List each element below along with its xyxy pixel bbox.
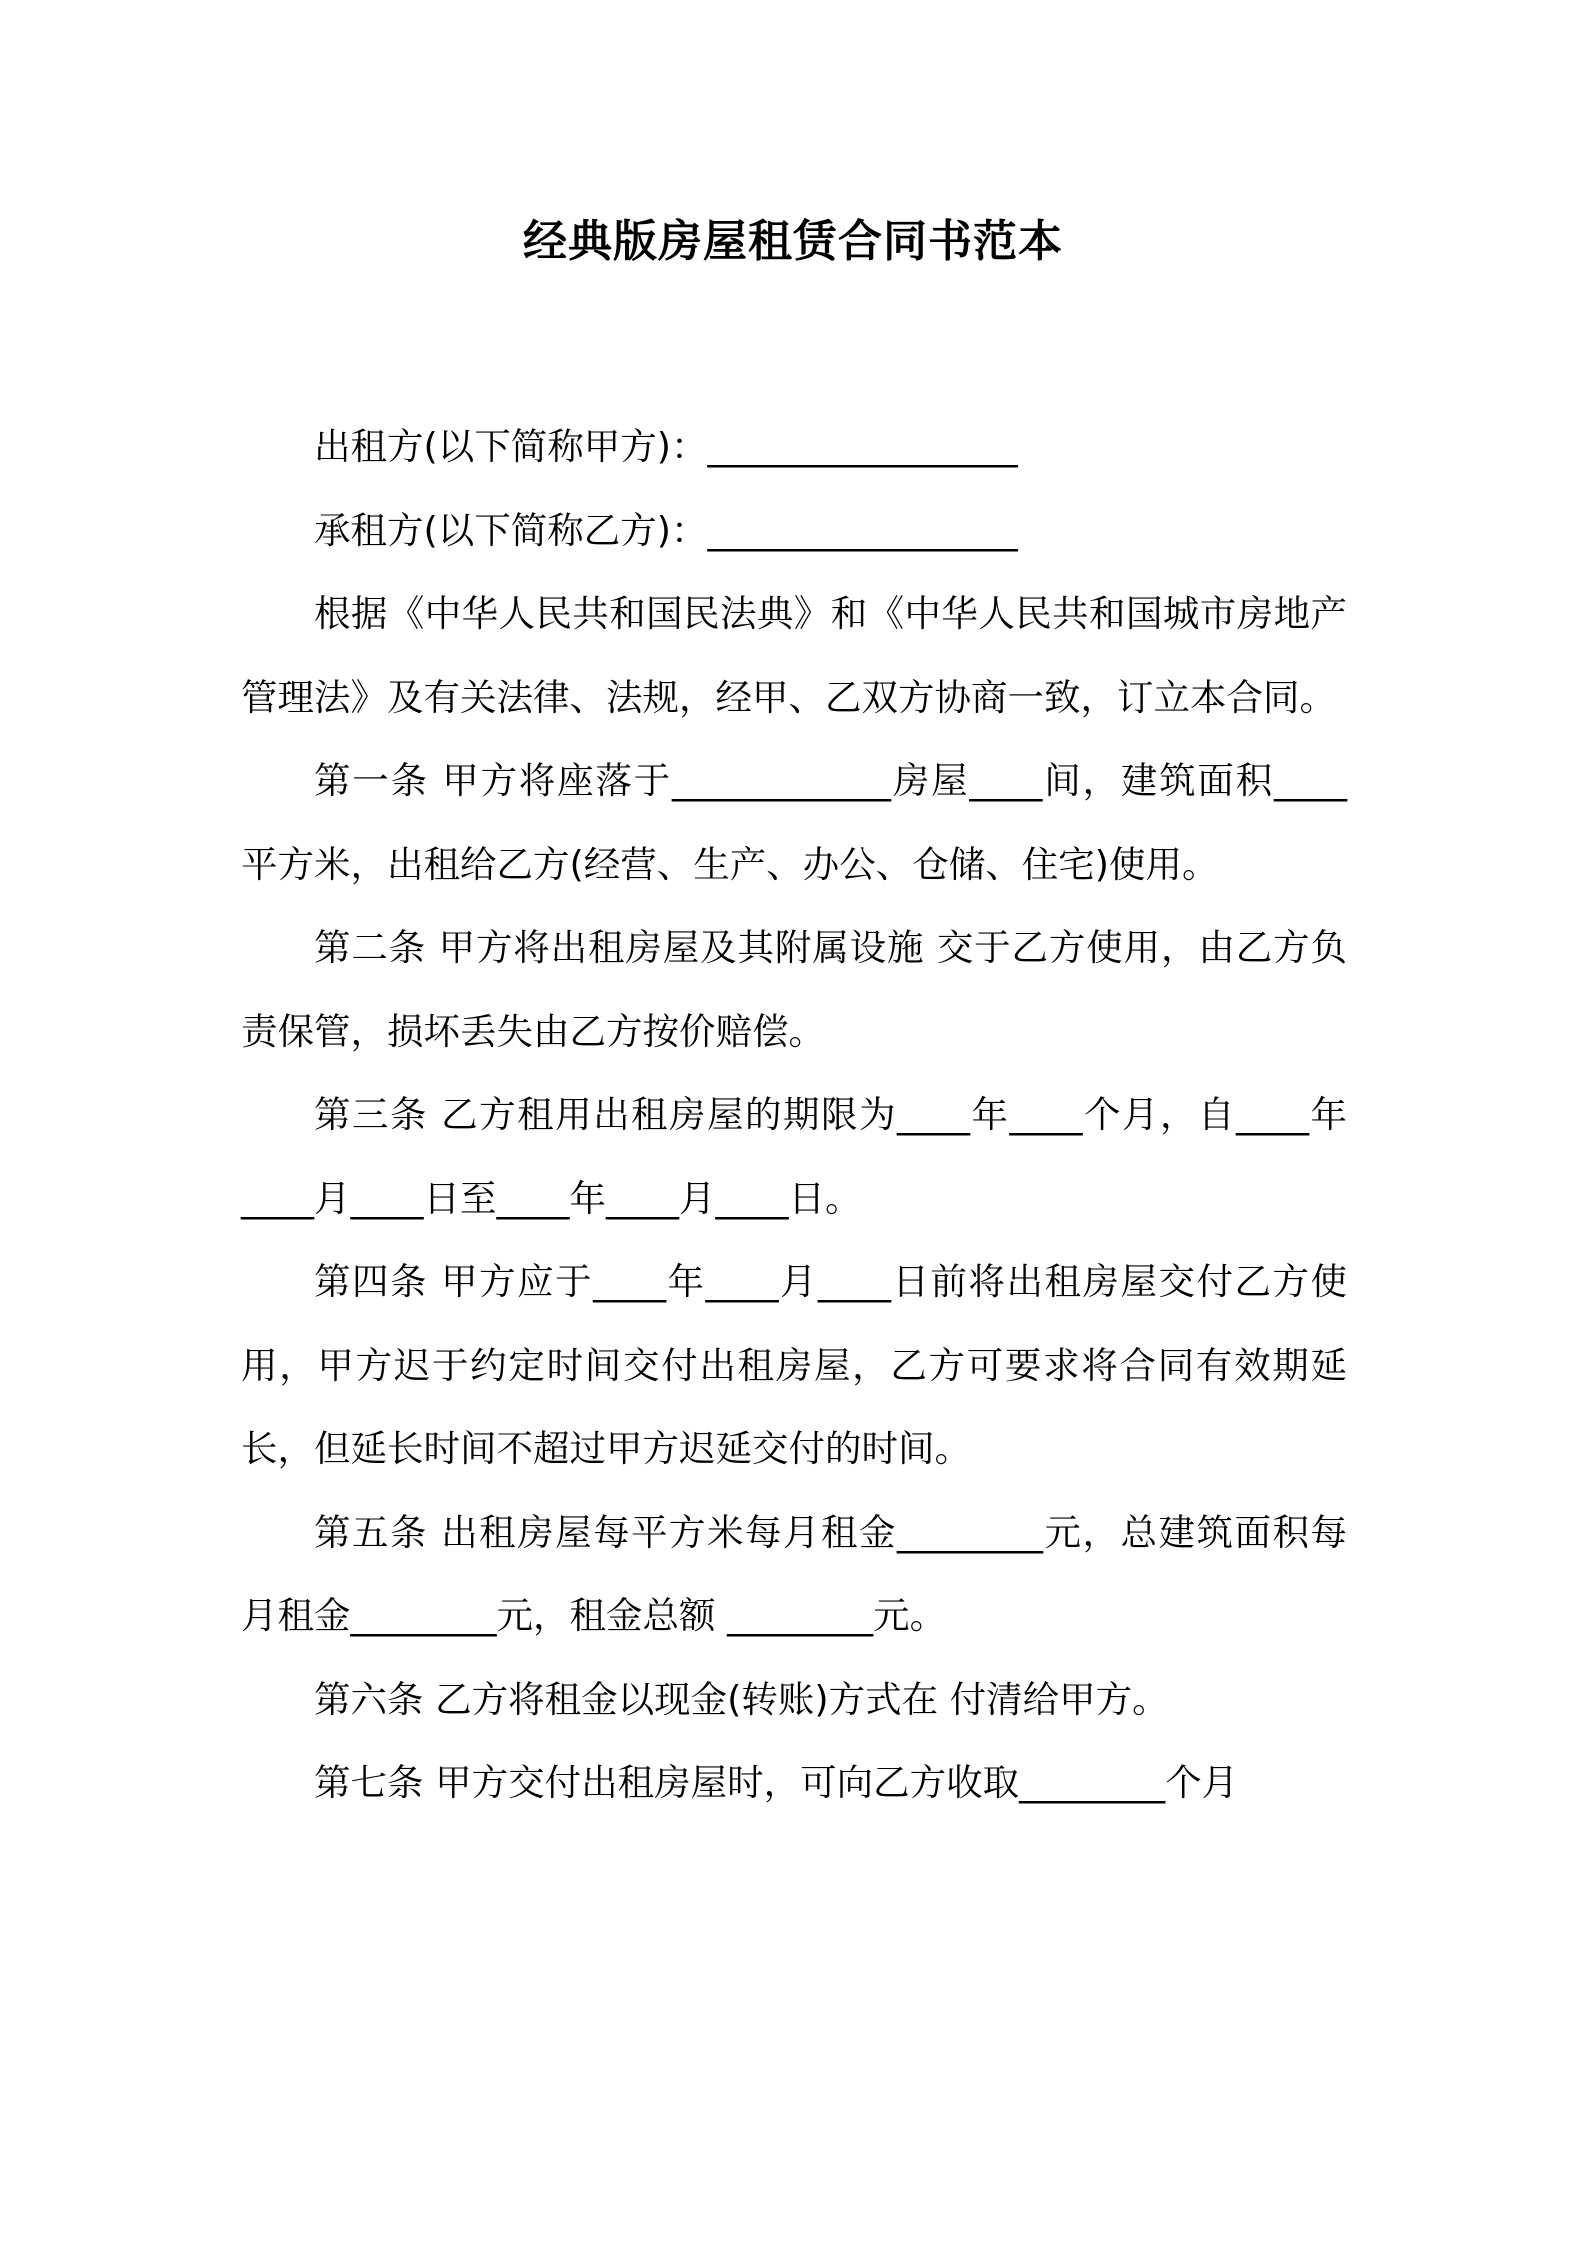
article-5: 第五条 出租房屋每平方米每月租金________元，总建筑面积每月租金________元，租金总额 ________元。 bbox=[241, 1510, 1347, 1637]
document-title: 经典版房屋租赁合同书范本 bbox=[523, 216, 1063, 267]
article-3: 第三条 乙方租用出租房屋的期限为____年____个月，自____年____月____日至____年____月____日。 bbox=[241, 1093, 1347, 1220]
article-4: 第四条 甲方应于____年____月____日前将出租房屋交付乙方使用，甲方迟于约定时间交付出租房屋，乙方可要求将合同有效期延长，但延长时间不超过甲方迟延交付的时间。 bbox=[241, 1260, 1347, 1470]
document-body bbox=[241, 405, 1347, 1825]
article-6: 第六条 乙方将租金以现金(转账)方式在 付清给甲方。 bbox=[314, 1677, 1169, 1721]
lessee-line: 承租方(以下简称乙方)：_________________ bbox=[314, 508, 1018, 552]
lessor-line: 出租方(以下简称甲方)：_________________ bbox=[314, 425, 1018, 468]
article-2: 第二条 甲方将出租房屋及其附属设施 交于乙方使用，由乙方负责保管，损坏丢失由乙方按价赔偿。 bbox=[241, 926, 1347, 1053]
article-1: 第一条 甲方将座落于____________房屋____间，建筑面积____平方米，出租给乙方(经营、生产、办公、仓储、住宅)使用。 bbox=[241, 759, 1347, 886]
preamble-paragraph: 根据《中华人民共和国民法典》和《中华人民共和国城市房地产管理法》及有关法律、法规，经甲、乙双方协商一致，订立本合同。 bbox=[241, 592, 1347, 719]
article-7: 第七条 甲方交付出租房屋时，可向乙方收取________个月 bbox=[314, 1761, 1239, 1804]
